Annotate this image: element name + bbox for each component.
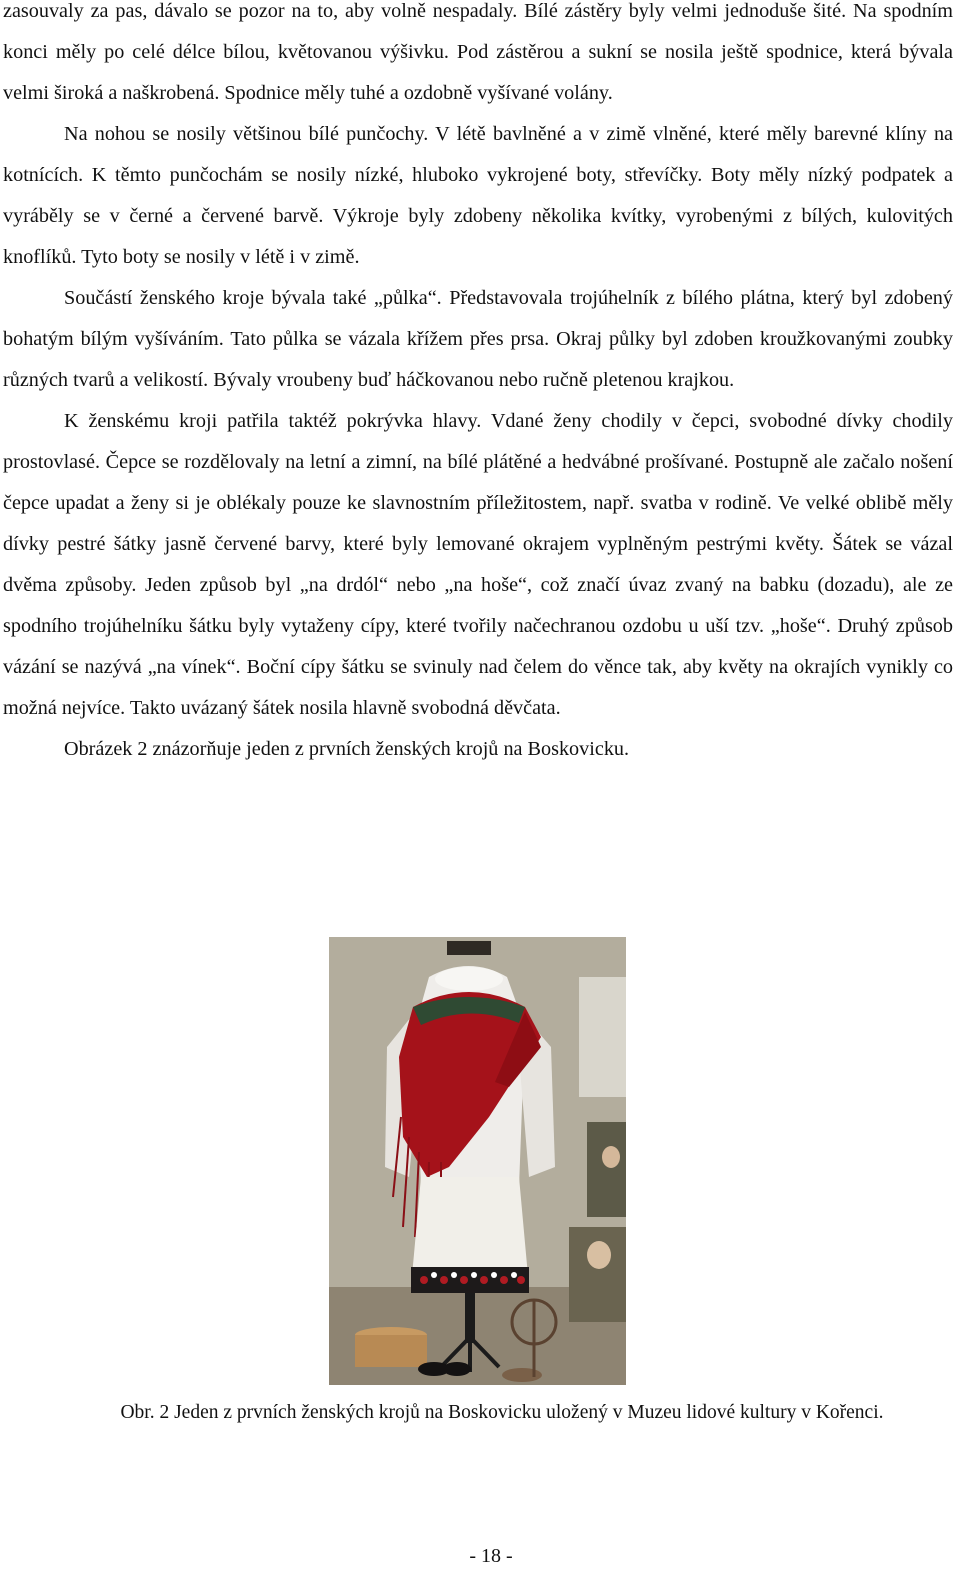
wall-picture-top [579, 977, 626, 1097]
paragraph-5: Obrázek 2 znázorňuje jeden z prvních ženských krojů na Boskovicku. [64, 738, 630, 760]
costume-illustration [329, 937, 626, 1385]
paragraph-3: Součástí ženského kroje bývala také „půlka“. Představovala trojúhelník z bílého plátna, který byl zdobený bohatým bílým vyšíváním. Tato půlka se vázala křížem přes prsa. Okraj půlky byl zdoben kroužkovanými zoubky různých tvarů a velikostí. Bývaly vroubeny buď háčkovanou nebo ručně pletenou krajkou. [3, 287, 953, 391]
figure-caption: Obr. 2 Jeden z prvních ženských krojů na Boskovicku uložený v Muzeu lidové kultury v Kořenci. [120, 1402, 884, 1423]
shoe-right [443, 1362, 471, 1376]
wall-picture-middle [587, 1122, 626, 1217]
page-number: - 18 - [469, 1545, 513, 1567]
paragraph-1: zasouvaly za pas, dávalo se pozor na to, aby volně nespadaly. Bílé zástěry byly velmi jednoduše šité. Na spodním konci měly po celé délce bílou, květovanou výšivku. Pod zástěrou a sukní se nosila ještě spodnice, která bývala velmi široká a naškrobená. Spodnice měly tuhé a ozdobně vyšívané volány. [3, 0, 953, 104]
paragraph-2: Na nohou se nosily většinou bílé punčochy. V létě bavlněné a v zimě vlněné, které měly barevné klíny na kotnících. K těmto punčochám se nosily nízké, hluboko vykrojené boty, střevíčky. Boty měly nízký podpatek a vyráběly se v černé a červené barvě. Výkroje byly zdobeny několika kvítky, vyrobenými z bílých, kulovitých knoflíků. Tyto boty se nosily v létě i v zimě. [3, 123, 953, 268]
stand [465, 1293, 475, 1343]
wooden-clog [502, 1368, 542, 1382]
costume-photo [329, 937, 626, 1385]
hat [447, 941, 491, 955]
paragraph-4: K ženskému kroji patřila taktéž pokrývka hlavy. Vdané ženy chodily v čepci, svobodné dívky chodily prostovlasé. Čepce se rozdělovaly na letní a zimní, na bílé plátěné a hedvábné prošívané. Postupně ale začalo nošení čepce upadat a ženy si je oblékaly pouze ke slavnostním příležitostem, např. svatba v rodině. Ve velké oblibě měly dívky pestré šátky jasně červené barvy, které byly lemované okrajem vyplněným pestrými květy. Šátek se vázal dvěma způsoby. Jeden způsob byl „na drdól“ nebo „na hoše“, což značí úvaz zvaný na babku (dozadu), ale ze spodního trojúhelníku šátku byly vytaženy cípy, které tvořily načechranou ozdobu u uší tzv. „hoše“. Druhý způsob vázání se nazývá „na vínek“. Boční cípy šátku se svinuly nad čelem do věnce tak, aby květy na okrajích vynikly co možná nejvíce. Takto uvázaný šátek nosila hlavně svobodná děvčata. [3, 410, 953, 719]
body-text [3, 0, 953, 770]
